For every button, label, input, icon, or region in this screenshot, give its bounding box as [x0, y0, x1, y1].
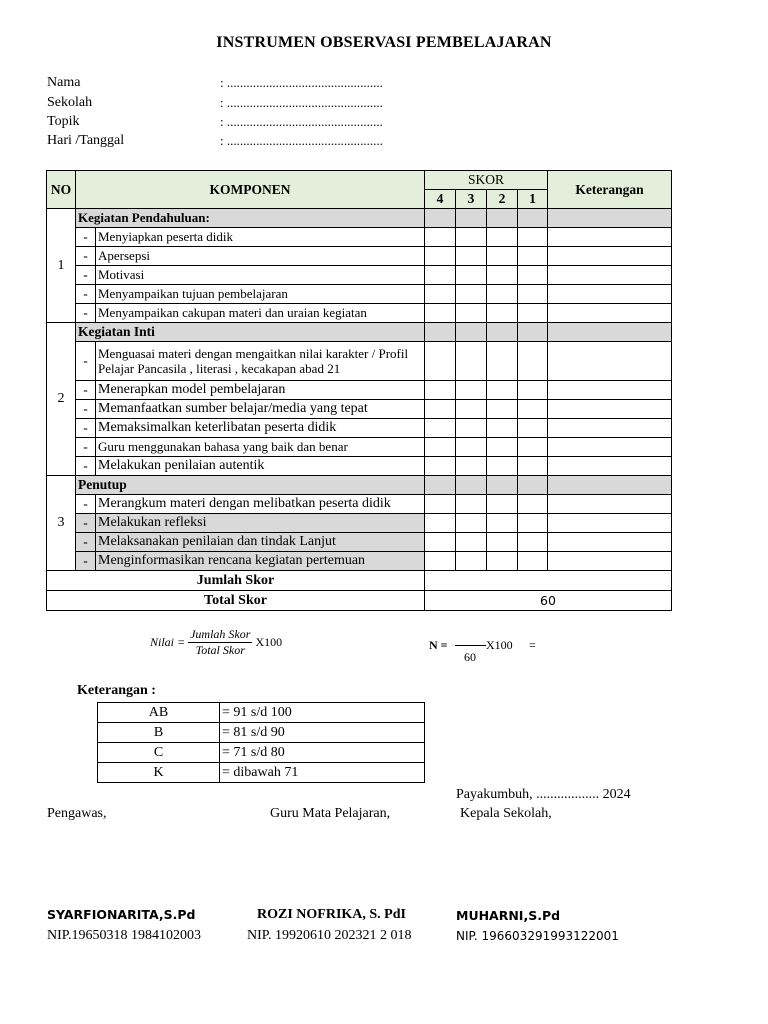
- score-cell[interactable]: [487, 285, 518, 304]
- score-cell[interactable]: [425, 533, 456, 552]
- grade-label: AB: [98, 703, 220, 723]
- item-dash: -: [76, 438, 96, 457]
- item-label: Menerapkan model pembelajaran: [96, 381, 425, 400]
- kepala-role: Kepala Sekolah,: [460, 806, 552, 821]
- formula-denominator: Total Skor: [195, 643, 245, 657]
- score-cell[interactable]: [487, 247, 518, 266]
- score-cell[interactable]: [518, 438, 548, 457]
- header-score-2: 2: [487, 190, 518, 209]
- score-cell[interactable]: [456, 419, 487, 438]
- score-cell[interactable]: [487, 552, 518, 571]
- section-title: Kegiatan Pendahuluan:: [76, 209, 425, 228]
- score-cell[interactable]: [456, 228, 487, 247]
- score-cell[interactable]: [456, 323, 487, 342]
- score-cell[interactable]: [518, 209, 548, 228]
- table-row: [47, 495, 672, 514]
- grade-label: K: [98, 763, 220, 783]
- score-cell[interactable]: [518, 228, 548, 247]
- item-dash: -: [76, 495, 96, 514]
- score-cell[interactable]: [456, 266, 487, 285]
- score-cell[interactable]: [456, 495, 487, 514]
- header-score-3: 3: [456, 190, 487, 209]
- info-value: : ................................................: [220, 133, 383, 148]
- keterangan-cell[interactable]: [548, 457, 672, 476]
- grade-label: C: [98, 743, 220, 763]
- n-formula-equals: =: [529, 638, 536, 652]
- item-label: Apersepsi: [96, 247, 425, 266]
- table-row: [98, 703, 425, 723]
- score-cell[interactable]: [487, 514, 518, 533]
- place-date: Payakumbuh, .................. 2024: [456, 787, 631, 802]
- item-dash: -: [76, 457, 96, 476]
- item-label: Menguasai materi dengan mengaitkan nilai karakter / Profil Pelajar Pancasila , literasi , kecakapan abad 21: [96, 342, 425, 381]
- score-cell[interactable]: [425, 514, 456, 533]
- item-dash: -: [76, 304, 96, 323]
- kepala-nip: NIP. 196603291993122001: [456, 929, 619, 943]
- score-cell[interactable]: [518, 552, 548, 571]
- score-cell[interactable]: [456, 438, 487, 457]
- score-cell[interactable]: [425, 400, 456, 419]
- score-cell[interactable]: [425, 552, 456, 571]
- score-cell[interactable]: [518, 514, 548, 533]
- item-dash: -: [76, 342, 96, 381]
- score-cell[interactable]: [487, 342, 518, 381]
- score-cell[interactable]: [425, 438, 456, 457]
- score-cell[interactable]: [425, 342, 456, 381]
- jumlah-skor-value[interactable]: [425, 571, 672, 591]
- table-row: [98, 723, 425, 743]
- score-cell[interactable]: [487, 419, 518, 438]
- item-dash: -: [76, 514, 96, 533]
- keterangan-cell[interactable]: [548, 552, 672, 571]
- score-cell[interactable]: [456, 381, 487, 400]
- item-label: Menyampaikan cakupan materi dan uraian kegiatan: [96, 304, 425, 323]
- grade-range: = 81 s/d 90: [220, 723, 425, 743]
- grade-range: = dibawah 71: [220, 763, 425, 783]
- jumlah-skor-row: [47, 571, 672, 591]
- info-label: Hari /Tanggal: [47, 133, 125, 148]
- score-cell[interactable]: [487, 266, 518, 285]
- item-label: Menyampaikan tujuan pembelajaran: [96, 285, 425, 304]
- table-row: [47, 247, 672, 266]
- guru-name: ROZI NOFRIKA, S. PdI: [257, 907, 406, 922]
- score-cell[interactable]: [456, 400, 487, 419]
- info-value: : ................................................: [220, 75, 383, 90]
- table-row: [47, 400, 672, 419]
- n-formula-fraction-line: [455, 645, 486, 646]
- score-cell[interactable]: [518, 323, 548, 342]
- info-label: Sekolah: [47, 95, 93, 110]
- score-cell[interactable]: [487, 381, 518, 400]
- score-cell[interactable]: [518, 400, 548, 419]
- formula-lhs: Nilai =: [150, 635, 186, 649]
- guru-nip: NIP. 19920610 202321 2 018: [247, 928, 412, 943]
- score-cell[interactable]: [487, 438, 518, 457]
- item-label: Melakukan refleksi: [96, 514, 425, 533]
- formula-numerator: Jumlah Skor: [190, 627, 251, 641]
- keterangan-cell[interactable]: [548, 209, 672, 228]
- score-cell[interactable]: [518, 457, 548, 476]
- item-dash: -: [76, 247, 96, 266]
- score-cell[interactable]: [456, 247, 487, 266]
- keterangan-cell[interactable]: [548, 476, 672, 495]
- keterangan-cell[interactable]: [548, 400, 672, 419]
- formula-fraction: [188, 627, 252, 658]
- item-label: Menyiapkan peserta didik: [96, 228, 425, 247]
- header-score-4: 4: [425, 190, 456, 209]
- n-formula-multiplier: X100: [486, 638, 513, 652]
- score-cell[interactable]: [425, 381, 456, 400]
- total-skor-value: 60: [425, 591, 672, 611]
- score-cell[interactable]: [518, 533, 548, 552]
- table-row: [98, 743, 425, 763]
- keterangan-cell[interactable]: [548, 514, 672, 533]
- nilai-formula: [150, 627, 282, 658]
- header-keterangan: Keterangan: [548, 171, 672, 209]
- score-cell[interactable]: [425, 419, 456, 438]
- table-row: [47, 381, 672, 400]
- grade-table: [97, 702, 425, 783]
- score-cell[interactable]: [518, 266, 548, 285]
- score-cell[interactable]: [425, 495, 456, 514]
- score-cell[interactable]: [456, 457, 487, 476]
- item-label: Menginformasikan rencana kegiatan pertemuan: [96, 552, 425, 571]
- score-cell[interactable]: [487, 209, 518, 228]
- total-skor-row: [47, 591, 672, 611]
- section-row: [47, 476, 672, 495]
- score-cell[interactable]: [487, 304, 518, 323]
- score-cell[interactable]: [425, 323, 456, 342]
- score-cell[interactable]: [487, 457, 518, 476]
- keterangan-cell[interactable]: [548, 304, 672, 323]
- table-row: [47, 266, 672, 285]
- grade-label: B: [98, 723, 220, 743]
- score-cell[interactable]: [518, 381, 548, 400]
- keterangan-cell[interactable]: [548, 533, 672, 552]
- table-row: [47, 228, 672, 247]
- table-row: [47, 533, 672, 552]
- n-formula-denominator: 60: [464, 650, 476, 664]
- grade-range: = 91 s/d 100: [220, 703, 425, 723]
- pengawas-name: SYARFIONARITA,S.Pd: [47, 907, 196, 922]
- table-row: [47, 285, 672, 304]
- header-score-1: 1: [518, 190, 548, 209]
- score-cell[interactable]: [456, 514, 487, 533]
- formula-multiplier: X100: [255, 635, 283, 649]
- section-number: 3: [47, 476, 76, 571]
- item-label: Melakukan penilaian autentik: [96, 457, 425, 476]
- guru-role: Guru Mata Pelajaran,: [270, 806, 391, 821]
- table-row: [47, 438, 672, 457]
- score-cell[interactable]: [518, 342, 548, 381]
- item-dash: -: [76, 419, 96, 438]
- score-cell[interactable]: [456, 552, 487, 571]
- score-cell[interactable]: [518, 476, 548, 495]
- table-row: [47, 304, 672, 323]
- score-cell[interactable]: [456, 285, 487, 304]
- item-dash: -: [76, 552, 96, 571]
- keterangan-cell[interactable]: [548, 266, 672, 285]
- score-cell[interactable]: [425, 266, 456, 285]
- section-row: [47, 323, 672, 342]
- table-row: [47, 457, 672, 476]
- score-cell[interactable]: [518, 304, 548, 323]
- jumlah-skor-label: Jumlah Skor: [47, 571, 425, 591]
- score-cell[interactable]: [425, 476, 456, 495]
- info-value: : ................................................: [220, 95, 383, 110]
- item-label: Memanfaatkan sumber belajar/media yang tepat: [96, 400, 425, 419]
- keterangan-cell[interactable]: [548, 419, 672, 438]
- keterangan-cell[interactable]: [548, 342, 672, 381]
- score-cell[interactable]: [487, 400, 518, 419]
- keterangan-cell[interactable]: [548, 228, 672, 247]
- keterangan-cell[interactable]: [548, 285, 672, 304]
- score-cell[interactable]: [456, 476, 487, 495]
- info-label: Topik: [47, 114, 80, 129]
- pengawas-nip: NIP.19650318 1984102003: [47, 928, 202, 943]
- item-dash: -: [76, 533, 96, 552]
- n-formula-lhs: N =: [429, 638, 448, 652]
- info-value: : ................................................: [220, 114, 383, 129]
- score-cell[interactable]: [518, 419, 548, 438]
- total-skor-label: Total Skor: [47, 591, 425, 611]
- item-dash: -: [76, 285, 96, 304]
- score-cell[interactable]: [487, 533, 518, 552]
- section-title: Kegiatan Inti: [76, 323, 425, 342]
- score-cell[interactable]: [487, 476, 518, 495]
- score-cell[interactable]: [487, 228, 518, 247]
- section-title: Penutup: [76, 476, 425, 495]
- item-label: Guru menggunakan bahasa yang baik dan benar: [96, 438, 425, 457]
- keterangan-title: Keterangan :: [77, 683, 156, 698]
- score-cell[interactable]: [456, 209, 487, 228]
- score-cell[interactable]: [518, 247, 548, 266]
- keterangan-cell[interactable]: [548, 247, 672, 266]
- score-cell[interactable]: [518, 495, 548, 514]
- table-row: [47, 552, 672, 571]
- table-row: [47, 342, 672, 381]
- score-cell[interactable]: [425, 247, 456, 266]
- score-cell[interactable]: [487, 323, 518, 342]
- item-dash: -: [76, 381, 96, 400]
- score-cell[interactable]: [425, 304, 456, 323]
- table-row: [47, 419, 672, 438]
- score-cell[interactable]: [456, 342, 487, 381]
- score-cell[interactable]: [487, 495, 518, 514]
- header-skor: SKOR: [425, 171, 548, 190]
- pengawas-role: Pengawas,: [47, 806, 107, 821]
- item-label: Merangkum materi dengan melibatkan peserta didik: [96, 495, 425, 514]
- score-cell[interactable]: [456, 304, 487, 323]
- observation-table: [46, 170, 672, 611]
- score-cell[interactable]: [456, 533, 487, 552]
- score-cell[interactable]: [425, 285, 456, 304]
- score-cell[interactable]: [425, 209, 456, 228]
- score-cell[interactable]: [425, 228, 456, 247]
- kepala-name: MUHARNI,S.Pd: [456, 908, 561, 923]
- item-dash: -: [76, 400, 96, 419]
- item-label: Memaksimalkan keterlibatan peserta didik: [96, 419, 425, 438]
- info-label: Nama: [47, 75, 81, 90]
- score-cell[interactable]: [425, 457, 456, 476]
- table-row: [98, 763, 425, 783]
- keterangan-cell[interactable]: [548, 495, 672, 514]
- item-dash: -: [76, 266, 96, 285]
- keterangan-cell[interactable]: [548, 381, 672, 400]
- table-row: [47, 514, 672, 533]
- score-cell[interactable]: [518, 285, 548, 304]
- grade-range: = 71 s/d 80: [220, 743, 425, 763]
- keterangan-cell[interactable]: [548, 323, 672, 342]
- keterangan-cell[interactable]: [548, 438, 672, 457]
- section-number: 1: [47, 209, 76, 323]
- item-label: Melaksanakan penilaian dan tindak Lanjut: [96, 533, 425, 552]
- section-number: 2: [47, 323, 76, 476]
- section-row: [47, 209, 672, 228]
- item-label: Motivasi: [96, 266, 425, 285]
- item-dash: -: [76, 228, 96, 247]
- header-no: NO: [47, 171, 76, 209]
- document-title: INSTRUMEN OBSERVASI PEMBELAJARAN: [216, 34, 552, 51]
- n-formula: [429, 636, 569, 670]
- header-komponen: KOMPONEN: [76, 171, 425, 209]
